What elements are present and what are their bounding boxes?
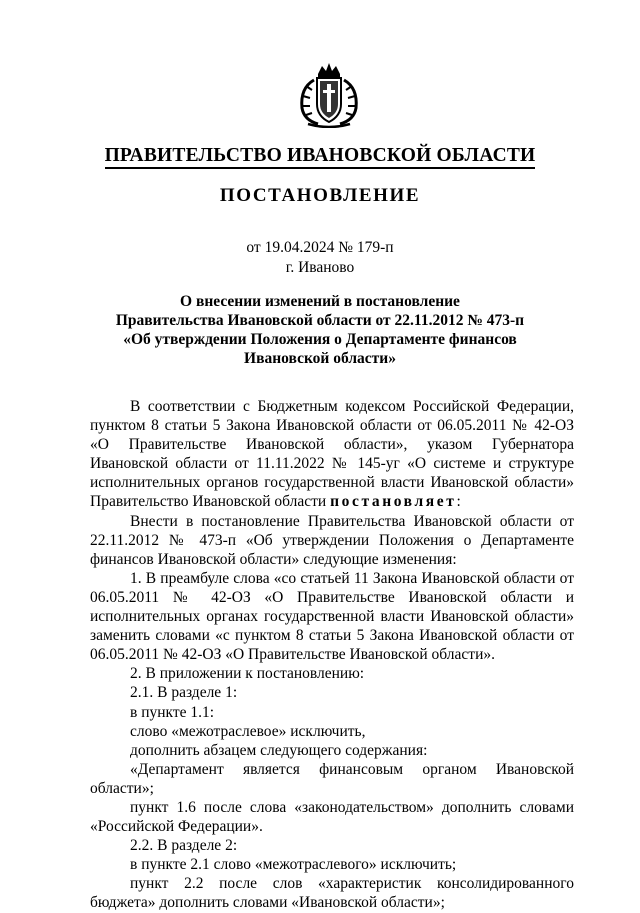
subject-line-1: О внесении изменений в постановление bbox=[180, 293, 460, 310]
document-body bbox=[90, 397, 574, 913]
subject-line-3: «Об утверждении Положения о Департаменте финансов bbox=[123, 331, 517, 348]
government-title-text: ПРАВИТЕЛЬСТВО ИВАНОВСКОЙ ОБЛАСТИ bbox=[105, 145, 536, 169]
preamble-tail: : bbox=[456, 493, 461, 511]
preamble-text: В соответствии с Бюджетным кодексом Российской Федерации, пунктом 8 статьи 5 Закона Ивановской области от 06.05.2011 № 42-ОЗ «О Правительстве Ивановской области», указом Губернатора Ивановской области от 11.11.2022 № 145-уг «О системе и структуре исполнительных органов государственной власти Ивановской области» Правительство Ивановской области bbox=[90, 398, 574, 511]
paragraph: в пункте 2.1 слово «межотраслевого» исключить; bbox=[130, 856, 457, 874]
subject-line-2: Правительства Ивановской области от 22.11.2012 № 473-п bbox=[115, 312, 525, 329]
paragraph: в пункте 1.1: bbox=[130, 703, 215, 721]
paragraph: 2.1. В разделе 1: bbox=[130, 684, 238, 702]
paragraph: слово «межотраслевое» исключить, bbox=[130, 722, 366, 740]
city: г. Иваново bbox=[285, 259, 355, 276]
paragraph: дополнить абзацем следующего содержания: bbox=[130, 741, 428, 759]
resolves-word: постановляет bbox=[330, 493, 457, 511]
paragraph: «Департамент является финансовым органом Ивановской области»; bbox=[90, 760, 574, 797]
paragraph: 2. В приложении к постановлению: bbox=[130, 665, 365, 683]
paragraph: 2.2. В разделе 2: bbox=[130, 837, 238, 855]
government-title bbox=[0, 145, 640, 167]
coat-of-arms-icon bbox=[292, 60, 366, 128]
subject-line-4: Ивановской области» bbox=[244, 350, 396, 367]
document-type: ПОСТАНОВЛЕНИЕ bbox=[219, 185, 421, 206]
paragraph-preamble bbox=[90, 397, 574, 512]
document-subject bbox=[90, 292, 550, 368]
paragraph: пункт 1.6 после слова «законодательством» дополнить словами «Российской Федерации». bbox=[90, 798, 574, 836]
date-number: от 19.04.2024 № 179-п bbox=[246, 239, 394, 256]
paragraph: 1. В преамбуле слова «со статьей 11 Закона Ивановской области от 06.05.2011 № 42-ОЗ «О Правительстве Ивановской области и исполнительных органах государственной власти Ивановской области» заменить словами «с пунктом 8 статьи 5 Закона Ивановской области от 06.05.2011 № 42-ОЗ «О Правительстве Ивановской области». bbox=[90, 569, 574, 664]
paragraph: Внести в постановление Правительства Ивановской области от 22.11.2012 № 473-п «Об утверждении Положения о Департаменте финансов Ивановской области» следующие изменения: bbox=[90, 512, 574, 568]
document-meta bbox=[0, 238, 640, 278]
paragraph: пункт 2.2 после слов «характеристик консолидированного бюджета» дополнить словами «Ивановской области»; bbox=[90, 875, 574, 912]
